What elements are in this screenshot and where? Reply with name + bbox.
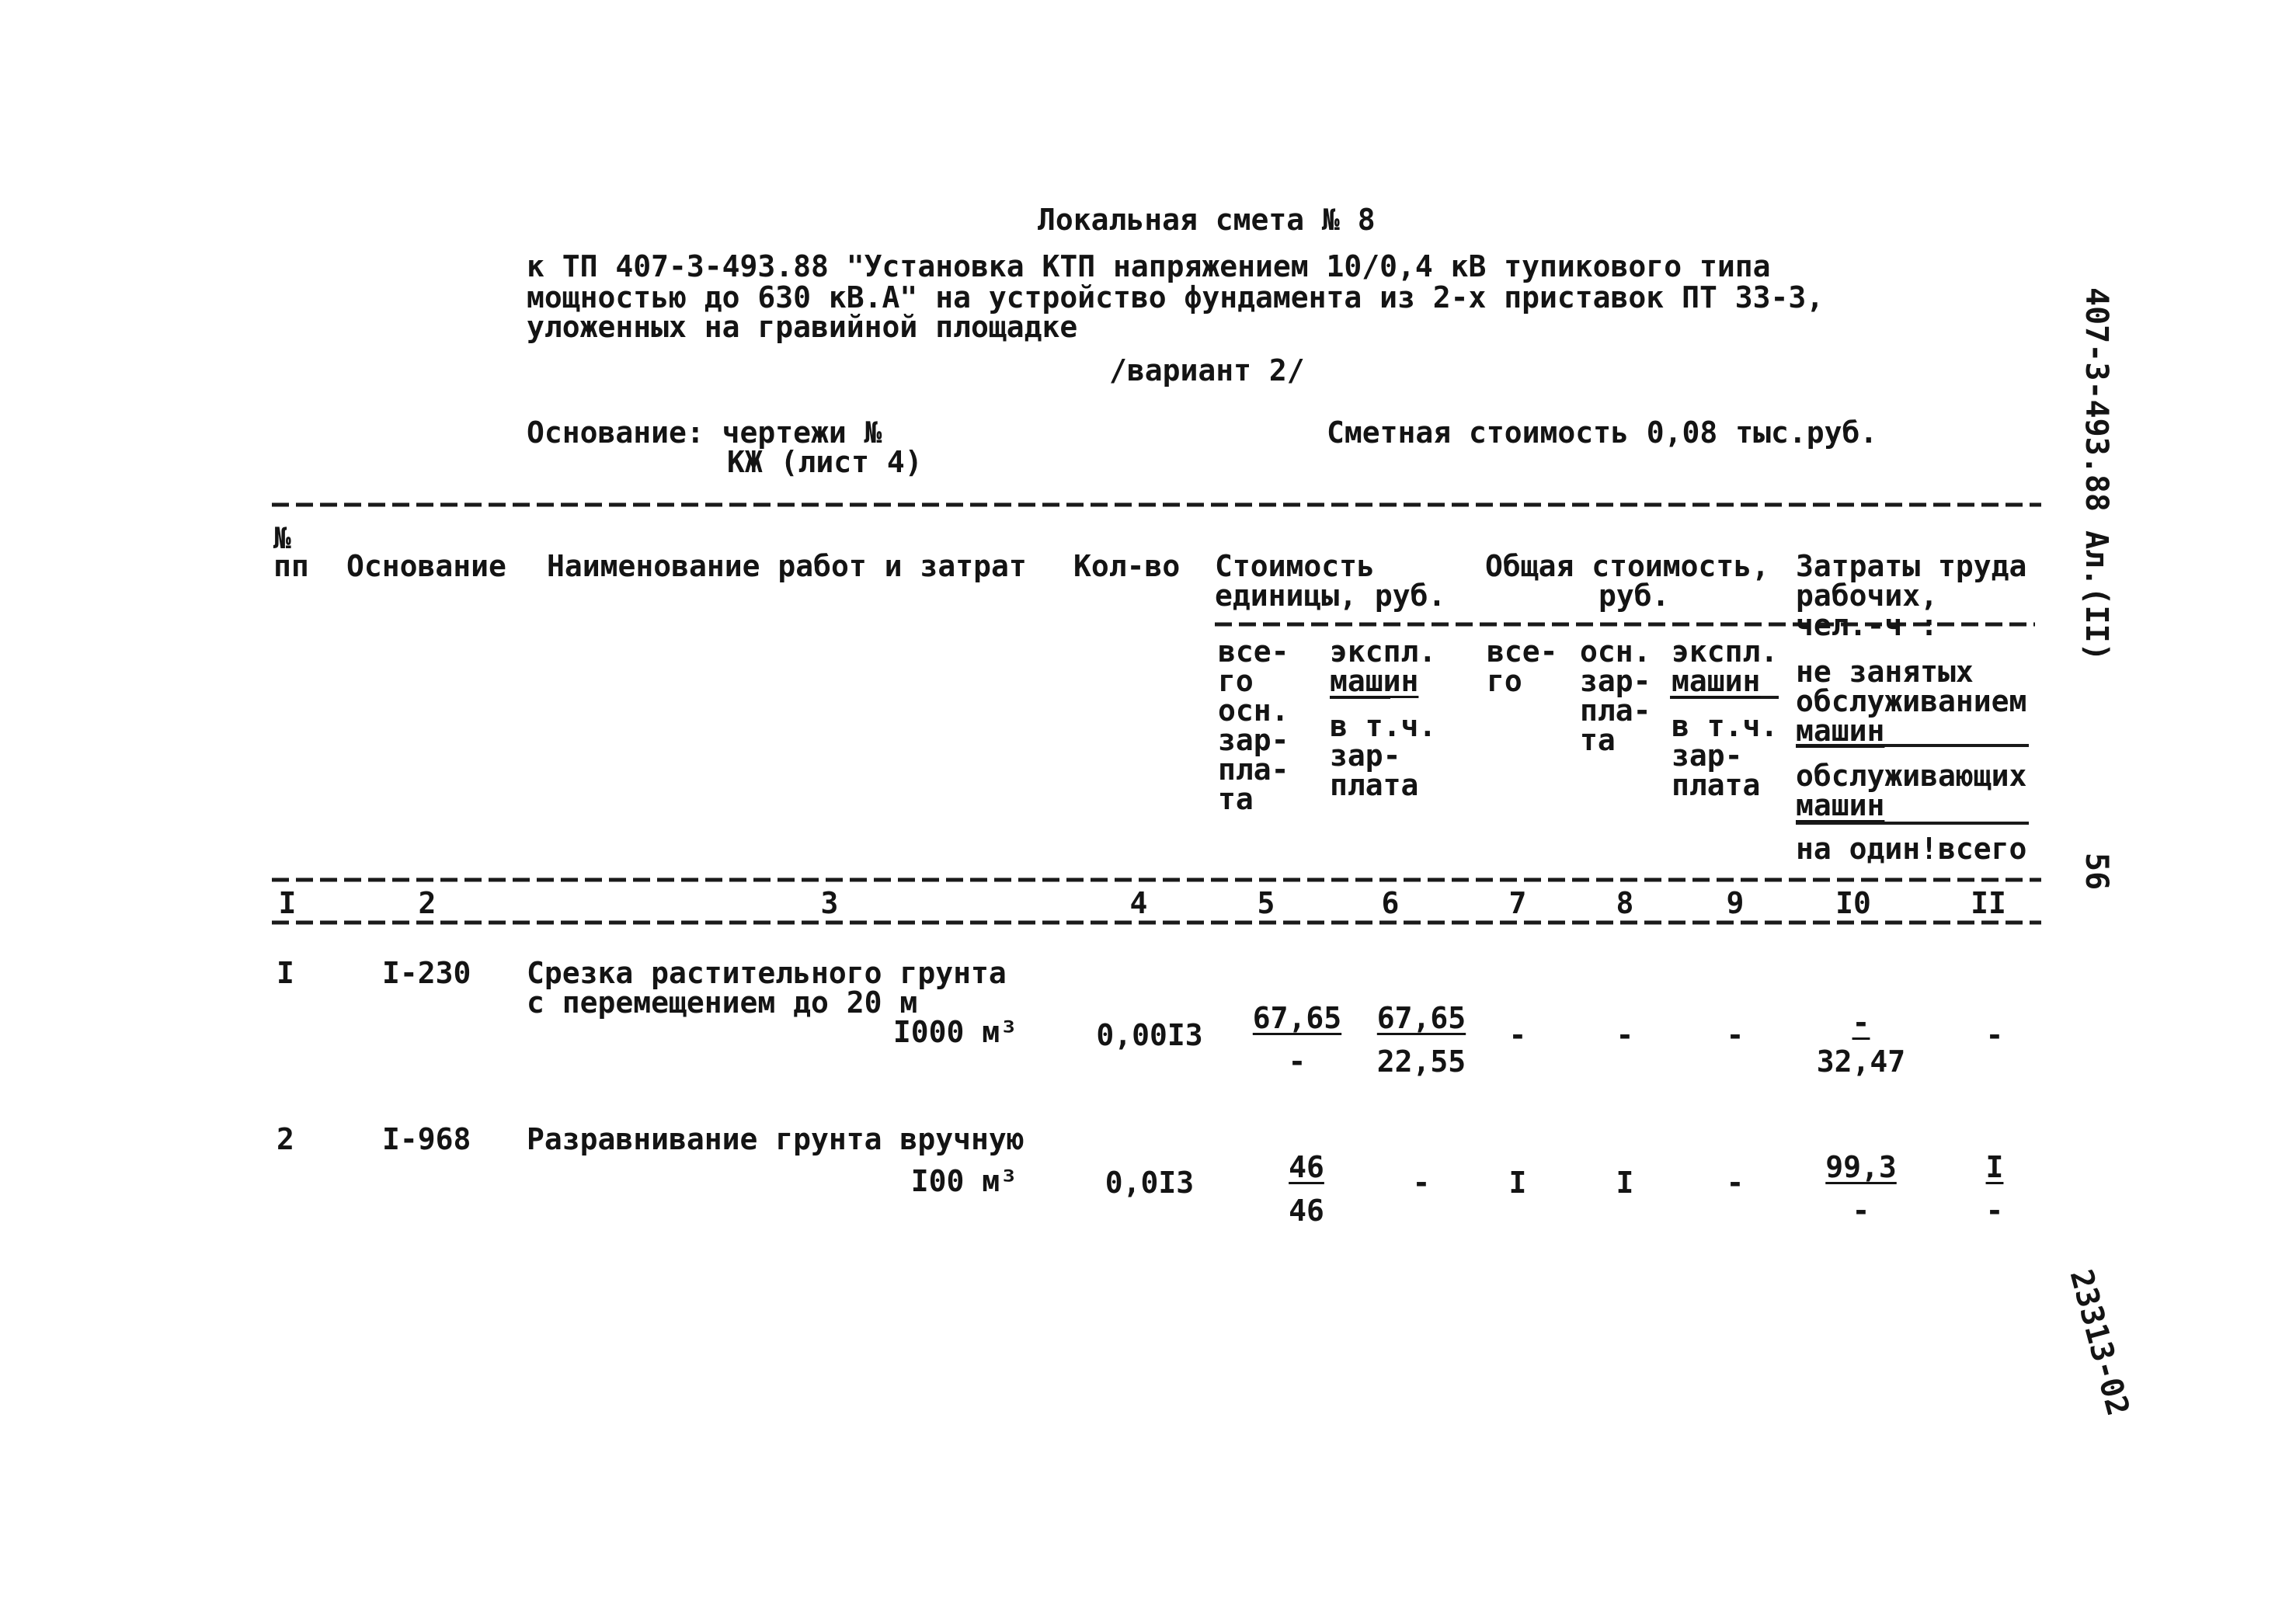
row-c11: - xyxy=(1985,1018,2004,1052)
col-header-total-osn-1: осн. xyxy=(1580,634,1651,669)
row-c11-bot: - xyxy=(1985,1194,2004,1228)
col-header-total-ekspl-4: зар- xyxy=(1672,738,1743,773)
col-header-unit-ekspl-4: зар- xyxy=(1330,738,1401,773)
col-header-unit-cost-1: Стоимость xyxy=(1215,549,1375,583)
row-number: I xyxy=(277,956,294,990)
col-header-num-2: пп xyxy=(273,549,309,583)
col-header-total-cost-1: Общая стоимость, xyxy=(1485,549,1770,583)
row-c10-top: - xyxy=(1852,1006,1870,1040)
row-unit: I00 м³ xyxy=(910,1164,1018,1198)
col-number-4: 4 xyxy=(1129,886,1148,920)
basis-reference: КЖ (лист 4) xyxy=(727,445,923,479)
col-header-labor-3: чел.-ч : xyxy=(1796,608,1939,642)
col-header-unit-ekspl-5: плата xyxy=(1330,768,1419,802)
row-c10-bot: - xyxy=(1852,1194,1870,1228)
basis-label: Основание: чертежи № xyxy=(527,415,882,450)
col-number-6: 6 xyxy=(1381,886,1400,920)
col-header-labor-1: Затраты труда xyxy=(1796,549,2027,583)
col-header-total-ekspl-3: в т.ч. xyxy=(1672,709,1779,743)
col-header-naimenovanie: Наименование работ и затрат xyxy=(547,549,1027,583)
col-header-total-ekspl-2: машин xyxy=(1672,664,1761,698)
row-c9: - xyxy=(1726,1166,1745,1200)
col-number-1: I xyxy=(278,886,297,920)
col-header-total-ekspl-1: экспл. xyxy=(1672,634,1779,669)
row-code: I-968 xyxy=(382,1122,471,1156)
row-c10-bot: 32,47 xyxy=(1816,1044,1906,1079)
col-number-10: I0 xyxy=(1835,886,1871,920)
col-header-osnovanie: Основание xyxy=(346,549,506,583)
margin-page-number: 56 xyxy=(2079,853,2114,891)
col-header-unit-vsego-5: пла- xyxy=(1218,752,1289,787)
col-header-total-osn-3: пла- xyxy=(1580,693,1651,728)
col-number-7: 7 xyxy=(1508,886,1527,920)
row-c6-top: 67,65 xyxy=(1376,1001,1466,1035)
col-header-labor-sub3: на один!всего xyxy=(1796,832,2027,866)
row-c5-bot: 46 xyxy=(1289,1194,1324,1228)
row-c8: - xyxy=(1616,1018,1634,1052)
col-number-3: 3 xyxy=(820,886,839,920)
col-header-total-vsego-1: все- xyxy=(1487,634,1558,669)
row-qty: 0,00I3 xyxy=(1096,1018,1203,1052)
row-c9: - xyxy=(1726,1018,1745,1052)
col-number-9: 9 xyxy=(1726,886,1745,920)
row-name-line-1: Срезка растительного грунта xyxy=(527,956,1007,990)
col-header-unit-vsego-2: го xyxy=(1218,664,1254,698)
col-header-labor-sub2-1: обслуживающих xyxy=(1796,759,2027,793)
col-header-labor-sub1-3: машин xyxy=(1796,714,1885,748)
row-c5-top: 46 xyxy=(1289,1150,1324,1184)
row-c5-top: 67,65 xyxy=(1252,1001,1342,1035)
col-header-qty: Кол-во xyxy=(1073,549,1181,583)
row-c5-bot: - xyxy=(1288,1044,1306,1079)
row-c11-top: I xyxy=(1985,1150,2004,1184)
row-number: 2 xyxy=(277,1122,294,1156)
row-unit: I000 м³ xyxy=(892,1015,1018,1049)
col-header-labor-sub1-2: обслуживанием xyxy=(1796,684,2027,718)
col-header-unit-ekspl-1: экспл. xyxy=(1330,634,1437,669)
col-number-5: 5 xyxy=(1257,886,1275,920)
row-c7: - xyxy=(1508,1018,1527,1052)
col-header-unit-vsego-3: осн. xyxy=(1218,693,1289,728)
row-c6: - xyxy=(1412,1166,1431,1200)
col-header-num-1: № xyxy=(273,521,291,555)
margin-inventory-number: 23313-02 xyxy=(2062,1266,2136,1420)
col-header-total-ekspl-5: плата xyxy=(1672,768,1761,802)
variant-label: /вариант 2/ xyxy=(1109,353,1305,387)
col-header-total-osn-4: та xyxy=(1580,723,1616,757)
row-c8: I xyxy=(1616,1166,1634,1200)
row-qty: 0,0I3 xyxy=(1105,1166,1195,1200)
col-header-total-cost-2: руб. xyxy=(1599,579,1670,613)
row-code: I-230 xyxy=(382,956,471,990)
col-header-unit-cost-2: единицы, руб. xyxy=(1215,579,1446,613)
col-header-labor-sub1-1: не занятых xyxy=(1796,655,1974,689)
row-c7: I xyxy=(1508,1166,1527,1200)
col-header-unit-vsego-1: все- xyxy=(1218,634,1289,669)
col-header-unit-vsego-4: зар- xyxy=(1218,723,1289,757)
estimated-cost: Сметная стоимость 0,08 тыс.руб. xyxy=(1327,415,1878,450)
row-c10-top: 99,3 xyxy=(1825,1150,1897,1184)
col-number-11: II xyxy=(1971,886,2006,920)
col-header-unit-ekspl-2: машин xyxy=(1330,664,1419,698)
estimate-title: Локальная смета № 8 xyxy=(1038,203,1376,237)
row-c6-bot: 22,55 xyxy=(1376,1044,1466,1079)
col-number-8: 8 xyxy=(1616,886,1634,920)
estimate-subtitle-line-2: мощностью до 630 кВ.А" на устройство фундамента из 2-х приставок ПТ 33-3, xyxy=(527,280,1825,315)
margin-doc-reference: 407-3-493.88 Ал.(II) xyxy=(2079,287,2114,662)
col-number-2: 2 xyxy=(418,886,437,920)
col-header-unit-ekspl-3: в т.ч. xyxy=(1330,709,1437,743)
col-header-total-vsego-2: го xyxy=(1487,664,1522,698)
row-name-line-1: Разравнивание грунта вручную xyxy=(527,1122,1025,1156)
col-header-unit-vsego-6: та xyxy=(1218,782,1254,816)
estimate-subtitle-line-3: уложенных на гравийной площадке xyxy=(527,310,1078,344)
col-header-labor-2: рабочих, xyxy=(1796,579,1939,613)
estimate-subtitle-line-1: к ТП 407-3-493.88 "Установка КТП напряжением 10/0,4 кВ тупикового типа xyxy=(527,249,1771,283)
row-name-line-2: с перемещением до 20 м xyxy=(527,985,918,1020)
col-header-total-osn-2: зар- xyxy=(1580,664,1651,698)
col-header-labor-sub2-2: машин xyxy=(1796,788,1885,822)
